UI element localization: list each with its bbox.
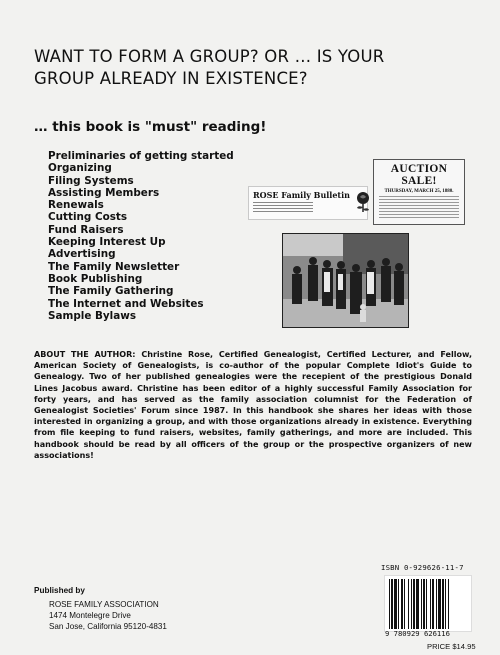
auction-text-lines (379, 196, 459, 218)
topic-item: Cutting Costs (48, 211, 128, 224)
about-lead: ABOUT THE AUTHOR: (34, 350, 136, 359)
publisher-street: 1474 Montelegre Drive (49, 611, 131, 621)
publisher-name: ROSE FAMILY ASSOCIATION (49, 600, 159, 609)
topic-item: Organizing (48, 162, 112, 175)
auction-heading: AUCTION SALE! (390, 163, 448, 187)
bulletin-text-lines (253, 202, 313, 214)
topic-item: Book Publishing (48, 272, 143, 285)
headline-line-2: GROUP ALREADY IN EXISTENCE? (34, 69, 308, 88)
topic-item: Sample Bylaws (48, 309, 137, 322)
topic-item: Assisting Members (48, 186, 160, 199)
barcode-number: 9 780929 626116 (385, 629, 450, 638)
topic-item: Fund Raisers (48, 223, 124, 236)
publisher-city: San Jose, California 95120-4831 (49, 622, 167, 632)
bulletin-title: ROSE Family Bulletin (253, 190, 350, 200)
about-the-author (34, 349, 472, 461)
published-by-label: Published by (34, 586, 85, 595)
bulletin-image (248, 186, 368, 220)
family-photo (282, 233, 409, 328)
price-label: PRICE $14.95 (427, 642, 476, 651)
auction-date: THURSDAY, MARCH 25, 1880. (384, 189, 454, 194)
topic-item: The Family Newsletter (48, 260, 180, 273)
topic-item: Renewals (48, 199, 104, 212)
auction-poster-image (373, 159, 465, 225)
topic-item: Preliminaries of getting started (48, 150, 234, 162)
about-text: Christine Rose, Certified Genealogist, Certified Lecturer, and Fellow, American Society of Genealogists, is co-author of the popular Complete Idiot's Guide to Genealogy. Two of her published genealogies were the recepient of the prestigious Donald Lines Jacobus award. Christine has been editor of a highly successful Family Association for forty years, and has served as the family association columnist for the Federation of Genealogist Societies' Forum since 1987. In this handbook she shares her ideas with those interested in organizing a group, and with those organizations already in existence. Everything from file keeping to fund raisers, websites, family gatherings, and more are included. This handbook should be read by all officers of the group or the prospective organizers of new associations! (34, 350, 473, 460)
headline (34, 46, 474, 90)
topic-item: The Internet and Websites (48, 297, 204, 310)
topic-item: Advertising (48, 248, 116, 261)
publisher-address (49, 599, 167, 633)
tagline: … this book is "must" reading! (34, 119, 267, 135)
topic-item: The Family Gathering (48, 285, 174, 298)
isbn-label: ISBN 0-929626-11-7 (381, 563, 464, 572)
barcode-image (384, 575, 472, 632)
topic-item: Keeping Interest Up (48, 236, 166, 249)
rose-icon (351, 189, 375, 213)
topic-list (48, 150, 234, 322)
topic-item: Filing Systems (48, 174, 134, 187)
headline-line-1: WANT TO FORM A GROUP? OR … IS YOUR (34, 47, 385, 66)
